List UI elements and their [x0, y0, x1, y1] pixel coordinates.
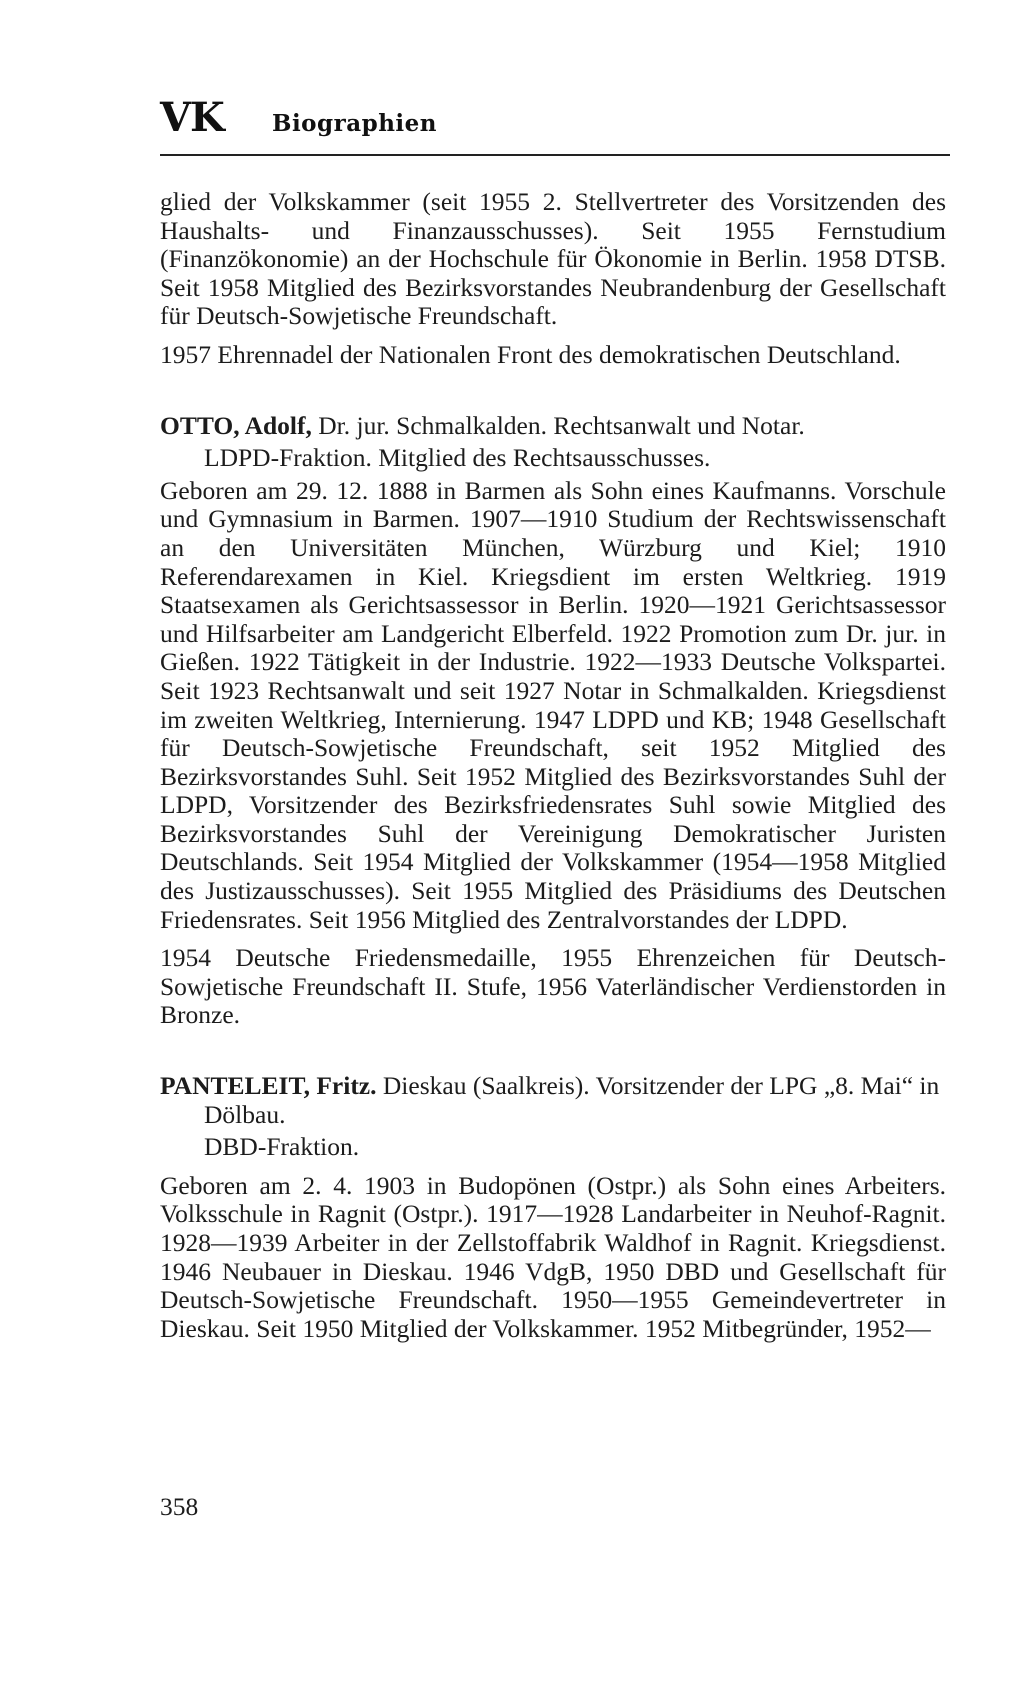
vk-logo: VK — [160, 94, 224, 141]
page-body — [160, 188, 946, 1343]
entry-heading — [160, 412, 946, 441]
entry-heading-text: Dr. jur. Schmalkalden. Rechtsanwalt und Notar. — [311, 410, 805, 440]
biography-entry — [160, 412, 946, 1030]
entry-faction: DBD-Fraktion. — [204, 1132, 360, 1162]
header-rule — [160, 154, 950, 156]
continued-awards: 1957 Ehrennadel der Nationalen Front des demokratischen Deutschland. — [160, 339, 901, 369]
entry-heading-text: Dieskau (Saalkreis). Vorsitzender der LPG „8. Mai“ in Dölbau. — [204, 1071, 940, 1129]
entry-heading — [160, 1072, 946, 1129]
entry-name: OTTO, Adolf, — [160, 410, 312, 440]
page-number: 358 — [160, 1492, 199, 1521]
entry-name: PANTELEIT, Fritz. — [160, 1071, 377, 1101]
entry-biography: Geboren am 29. 12. 1888 in Barmen als Sohn eines Kaufmanns. Vorschule und Gymnasium in Barmen. 1907—1910 Studium der Rechtswissenschaft an den Universitäten München, Würzburg und Kiel; 1910 Referendarexamen in Kiel. Kriegsdient im ersten Weltkrieg. 1919 Staatsexamen als Gerichtsassessor in Berlin. 1920—1921 Gerichtsassessor und Hilfsarbeiter am Landgericht Elberfeld. 1922 Promotion zum Dr. jur. in Gießen. 1922 Tätigkeit in der Industrie. 1922—1933 Deutsche Volkspartei. Seit 1923 Rechtsanwalt und seit 1927 Notar in Schmalkalden. Kriegsdienst im zweiten Weltkrieg, Internierung. 1947 LDPD und KB; 1948 Gesellschaft für Deutsch-Sowjetische Freundschaft, seit 1952 Mitglied des Bezirksvorstandes Suhl. Seit 1952 Mitglied des Bezirksvorstandes Suhl der LDPD, Vorsitzender des Bezirksfriedensrates Suhl sowie Mitglied des Bezirksvorstandes Suhl der Vereinigung Demokratischer Juristen Deutschlands. Seit 1954 Mitglied der Volkskammer (1954—1958 Mitglied des Justizausschusses). Seit 1955 Mitglied des Präsidiums des Deutschen Friedensrates. Seit 1956 Mitglied des Zentralvorstandes der LDPD. — [160, 475, 946, 934]
continued-paragraph: glied der Volkskammer (seit 1955 2. Stellvertreter des Vorsitzenden des Haushalts- und Finanzausschusses). Seit 1955 Fernstudium (Finanzökonomie) an der Hochschule für Ökonomie in Berlin. 1958 DTSB. Seit 1958 Mitglied des Bezirksvorstandes Neubrandenburg der Gesellschaft für Deutsch-Sowjetische Freundschaft. — [160, 187, 946, 331]
running-header — [160, 96, 950, 156]
entry-biography: Geboren am 2. 4. 1903 in Budopönen (Ostpr.) als Sohn eines Arbeiters. Volksschule in Ragnit (Ostpr.). 1917—1928 Landarbeiter in Neuhof-Ragnit. 1928—1939 Arbeiter in der Zellstoffabrik Waldhof in Ragnit. Kriegsdienst. 1946 Neubauer in Dieskau. 1946 VdgB, 1950 DBD und Gesellschaft für Deutsch-Sowjetische Freundschaft. 1950—1955 Gemeindevertreter in Dieskau. Seit 1950 Mitglied der Volkskammer. 1952 Mitbegründer, 1952— — [160, 1170, 946, 1343]
entry-faction: LDPD-Fraktion. Mitglied des Rechtsausschusses. — [204, 443, 711, 473]
section-title: Biographien — [272, 110, 438, 137]
entry-awards: 1954 Deutsche Friedensmedaille, 1955 Ehrenzeichen für Deutsch-Sowjetische Freundschaft II. Stufe, 1956 Vaterländischer Verdienstorden in Bronze. — [160, 943, 946, 1030]
biography-entry — [160, 1072, 946, 1343]
